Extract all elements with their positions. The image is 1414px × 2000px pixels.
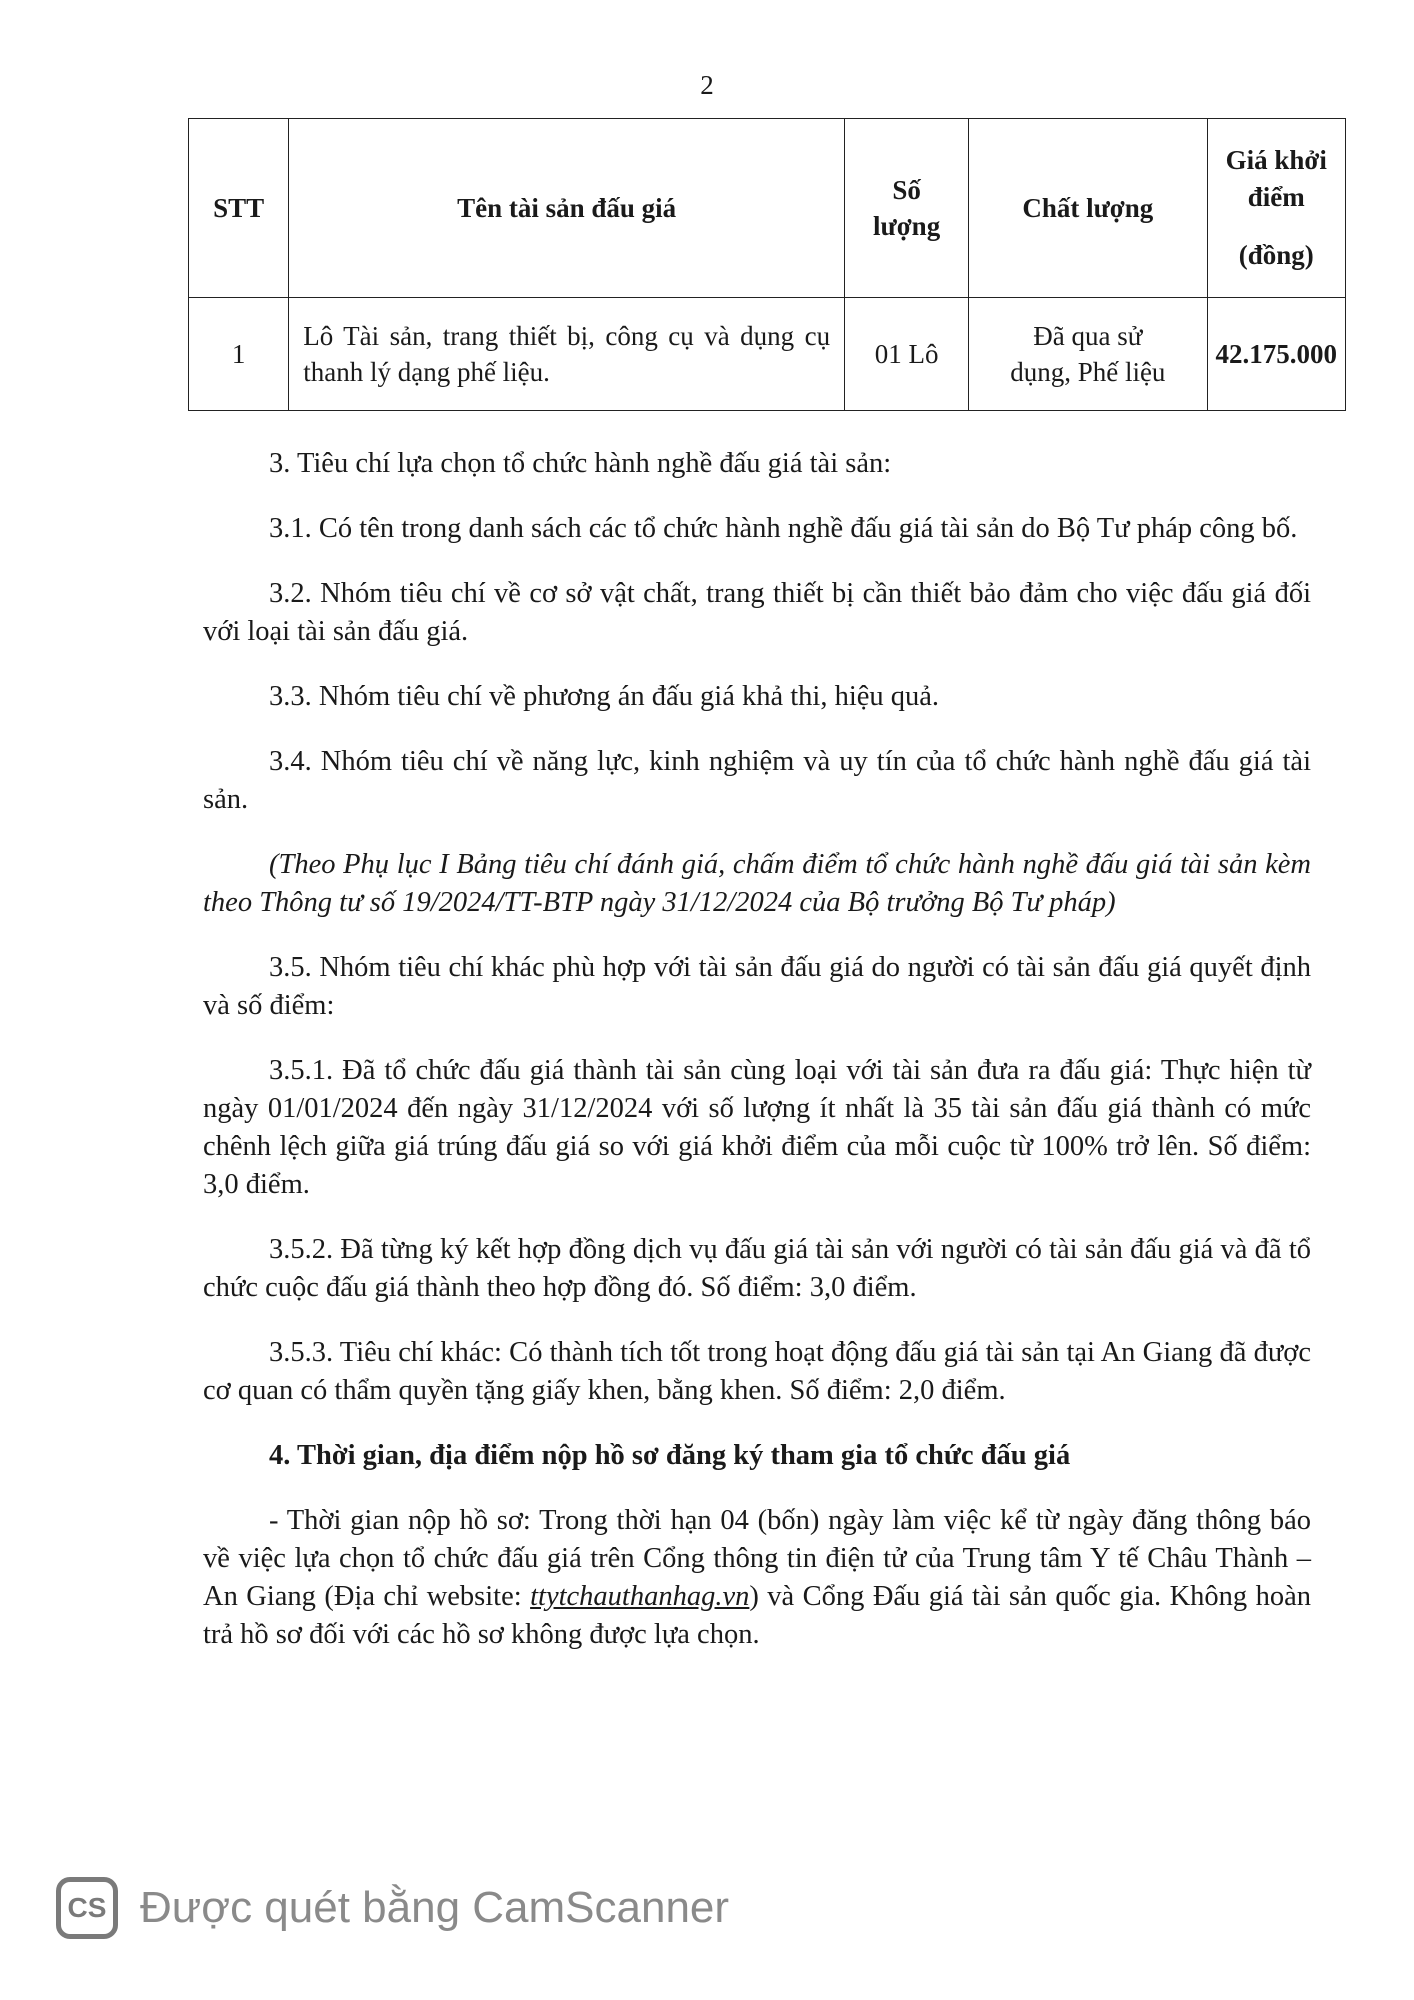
document-body (203, 445, 1311, 1681)
table-row (189, 298, 1346, 411)
camscanner-watermark (56, 1877, 729, 1939)
cell-stt: 1 (189, 298, 289, 411)
submission-text-end: ) và Cổng Đấu giá tài sản quốc gia. Không hoàn trả hồ sơ đối với các hồ sơ không được lựa chọn. (203, 1581, 1311, 1650)
cell-quantity: 01 Lô (845, 298, 969, 411)
criterion-3-1: 3.1. Có tên trong danh sách các tổ chức hành nghề đấu giá tài sản do Bộ Tư pháp công bố. (269, 513, 1298, 544)
criterion-3-5: 3.5. Nhóm tiêu chí khác phù hợp với tài sản đấu giá do người có tài sản đấu giá quyết định và số điểm: (203, 952, 1311, 1021)
header-stt: STT (189, 119, 289, 298)
cell-asset-name: Lô Tài sản, trang thiết bị, công cụ và dụng cụ thanh lý dạng phế liệu. (289, 298, 845, 411)
header-quantity (845, 119, 969, 298)
header-starting-price (1207, 119, 1346, 298)
submission-time-paragraph (203, 1502, 1311, 1654)
table-header-row (189, 119, 1346, 298)
section-3-title: 3. Tiêu chí lựa chọn tổ chức hành nghề đấu giá tài sản: (269, 448, 892, 479)
header-price-line3: (đồng) (1238, 240, 1314, 271)
reference-note: (Theo Phụ lục I Bảng tiêu chí đánh giá, chấm điểm tổ chức hành nghề đấu giá tài sản kèm theo Thông tư số 19/2024/TT-BTP ngày 31/12/2024 của Bộ trưởng Bộ Tư pháp) (203, 849, 1311, 918)
website-link[interactable]: ttytchauthanhag.vn (530, 1581, 750, 1612)
cell-quality (969, 298, 1207, 411)
asset-table (188, 118, 1346, 411)
criterion-3-2: 3.2. Nhóm tiêu chí về cơ sở vật chất, trang thiết bị cần thiết bảo đảm cho việc đấu giá đối với loại tài sản đấu giá. (203, 578, 1311, 647)
cell-quality-line1: Đã qua sử (1033, 320, 1143, 351)
page-number: 2 (700, 70, 714, 100)
cell-quality-line2: dụng, Phế liệu (1010, 357, 1166, 387)
criterion-3-3: 3.3. Nhóm tiêu chí về phương án đấu giá khả thi, hiệu quả. (269, 681, 940, 712)
criterion-3-5-2: 3.5.2. Đã từng ký kết hợp đồng dịch vụ đấu giá tài sản với người có tài sản đấu giá và đã tổ chức cuộc đấu giá thành theo hợp đồng đó. Số điểm: 3,0 điểm. (203, 1234, 1311, 1303)
header-asset-name: Tên tài sản đấu giá (289, 119, 845, 298)
section-4-heading: 4. Thời gian, địa điểm nộp hồ sơ đăng ký tham gia tổ chức đấu giá (269, 1440, 1071, 1471)
header-price-line1: Giá khởi (1225, 145, 1327, 176)
criterion-3-5-3: 3.5.3. Tiêu chí khác: Có thành tích tốt trong hoạt động đấu giá tài sản tại An Giang đã được cơ quan có thẩm quyền tặng giấy khen, bằng khen. Số điểm: 2,0 điểm. (203, 1337, 1311, 1406)
submission-text-start: - Thời gian nộp hồ sơ: Trong thời hạn 04 (bốn) ngày làm việc kể từ ngày đăng thông báo về việc lựa chọn tổ chức đấu giá trên Cổng thông tin điện tử của Trung tâm Y tế Châu Thành – An Giang (Địa chỉ website: (203, 1505, 1311, 1612)
header-quantity-line1: Số (892, 174, 921, 205)
header-quantity-line2: lượng (873, 211, 941, 241)
criterion-3-4: 3.4. Nhóm tiêu chí về năng lực, kinh nghiệm và uy tín của tổ chức hành nghề đấu giá tài sản. (203, 746, 1311, 815)
header-price-line2: điểm (1247, 181, 1305, 212)
camscanner-text: Được quét bằng CamScanner (140, 1883, 730, 1932)
header-quality: Chất lượng (969, 119, 1207, 298)
cell-starting-price: 42.175.000 (1207, 298, 1346, 411)
camscanner-logo-icon: CS (56, 1877, 118, 1939)
criterion-3-5-1: 3.5.1. Đã tổ chức đấu giá thành tài sản cùng loại với tài sản đưa ra đấu giá: Thực hiện từ ngày 01/01/2024 đến ngày 31/12/2024 với số lượng ít nhất là 35 tài sản đấu giá thành có mức chênh lệch giữa giá trúng đấu giá so với giá khởi điểm của mỗi cuộc từ 100% trở lên. Số điểm: 3,0 điểm. (203, 1055, 1311, 1200)
